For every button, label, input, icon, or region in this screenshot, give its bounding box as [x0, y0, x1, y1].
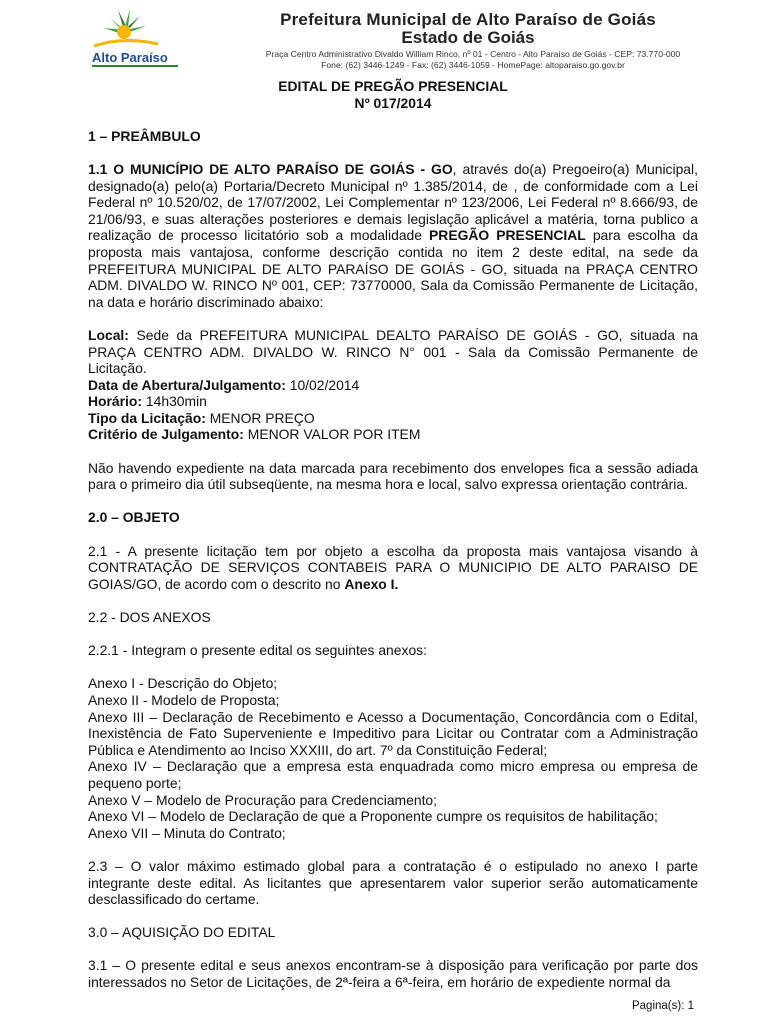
anexos-list [88, 675, 698, 841]
section-2-heading: 2.0 – OBJETO [88, 509, 180, 526]
header-subtitle: Estado de Goiás [401, 28, 535, 47]
no-expediente-paragraph: Não havendo expediente na data marcada para recebimento dos envelopes fica a sessão adiada para o primeiro dia útil subseqüente, na mesma hora e local, salvo expressa orientação contrária. [88, 459, 698, 493]
anexo-item: Anexo V – Modelo de Procuração para Credenciamento; [88, 791, 438, 808]
local-text: Sede da PREFEITURA MUNICIPAL DEALTO PARAÍSO DE GOIÁS - GO, situada na PRAÇA CENTRO ADM. DIVALDO W. RINCO N° 001 - Sala da Comissão Permanente de Licitação. [88, 326, 698, 377]
header-contact: Fone: (62) 3446-1249 - Fax: (62) 3446-1059 - HomePage: altoparaiso.go.gov.br [321, 60, 625, 70]
section-2-2: 2.2 - DOS ANEXOS [88, 609, 211, 625]
header-title: Prefeitura Municipal de Alto Paraíso de Goiás [280, 10, 656, 29]
s11-bold: 1.1 O MUNICÍPIO DE ALTO PARAÍSO DE GOIÁS - GO [88, 160, 453, 177]
local-label: Local: [88, 326, 129, 343]
section-1-heading: 1 – PREÂMBULO [88, 127, 201, 144]
anexo-item: Anexo III – Declaração de Recebimento e Acesso a Documentação, Concordância com o Edital, Inexistência de Fato Superveniente e Impeditivo para Licitar ou Contratar com a Administração Pública e Atendimento ao Inciso XXXIII, do art. 7º da Constituição Federal; [88, 708, 698, 758]
s21-bold: Anexo I. [344, 575, 399, 592]
horario-value: 14h30min [142, 393, 207, 410]
anexo-item: Anexo I - Descrição do Objeto; [88, 675, 278, 692]
s11-text-b: para escolha da proposta mais vantajosa, conforme descrição contida no item 2 deste edital, na sede da PREFEITURA MUNICIPAL DE ALTO PARAÍSO DE GOIÁS - GO, situada na PRAÇA CENTRO ADM. DIVALDO W. RINCO Nº 001, CEP: 73770000, Sala da Comissão Permanente de Licitação, na data e horário discriminado abaixo: [88, 227, 698, 310]
tipo-label: Tipo da Licitação: [88, 409, 206, 426]
abertura-value: 10/02/2014 [285, 376, 360, 393]
svg-text:Alto Paraíso: Alto Paraíso [92, 50, 168, 65]
criterio-value: MENOR VALOR POR ITEM [243, 426, 421, 443]
s11-bold2: PREGÃO PRESENCIAL [429, 227, 586, 244]
criterio-line [88, 426, 698, 443]
abertura-label: Data de Abertura/Julgamento: [88, 376, 286, 393]
page-number: Pagina(s): 1 [631, 1000, 694, 1012]
section-3-heading: 3.0 – AQUISIÇÃO DO EDITAL [88, 924, 276, 941]
document-header [88, 6, 708, 72]
section-3-1: 3.1 – O presente edital e seus anexos encontram-se à disposição para verificação por parte dos interessados no Setor de Licitações, de 2ª-feira a 6ª-feira, em horário de expediente normal da [88, 957, 698, 991]
s21-text: 2.1 - A presente licitação tem por objeto a escolha da proposta mais vantajosa visando à CONTRATAÇÃO DE SERVIÇOS CONTABEIS PARA O MUNICIPIO DE ALTO PARAISO DE GOIAS/GO, de acordo com o descrito no [88, 542, 698, 592]
section-2-3: 2.3 – O valor máximo estimado global para a contratação é o estipulado no anexo I parte integrante deste edital. As licitantes que apresentarem valor superior serão automaticamente desclassificado do certame. [88, 857, 698, 908]
doc-number: Nº 017/2014 [354, 94, 432, 111]
header-address: Praça Centro Administrativo Divaldo William Rinco, nº 01 - Centro - Alto Paraíso de Goiás - CEP: 73.770-000 [265, 49, 681, 59]
tipo-line [88, 410, 698, 427]
abertura-line [88, 377, 698, 394]
municipal-logo [88, 8, 188, 70]
section-1-1 [88, 161, 698, 310]
anexo-item: Anexo VII – Minuta do Contrato; [88, 824, 286, 841]
document-body [88, 78, 698, 991]
tipo-value: MENOR PREÇO [205, 409, 315, 426]
criterio-label: Critério de Julgamento: [88, 426, 244, 443]
s11-text-a: , através do(a) Pregoeiro(a) Municipal, designado(a) pelo(a) Portaria/Decreto Municipal nº 1.385/2014, de , de conformidade com a Lei Federal nº 10.520/02, de 17/07/2002, Lei Complementar nº 123/2006, Lei Federal nº 8.666/93, de 21/06/93, e suas alterações posteriores e demais legislação aplicável a matéria, torna publico a realização de processo licitatório sob a modalidade [88, 160, 698, 244]
anexo-item: Anexo VI – Modelo de Declaração de que a Proponente cumpre os requisitos de habilitação; [88, 808, 658, 825]
horario-label: Horário: [88, 393, 143, 410]
horario-line [88, 393, 698, 410]
anexo-item: Anexo II - Modelo de Proposta; [88, 691, 280, 708]
anexo-item: Anexo IV – Declaração que a empresa esta enquadrada como micro empresa ou empresa de pequeno porte; [88, 758, 698, 791]
section-2-1 [88, 543, 698, 593]
section-2-2-1: 2.2.1 - Integram o presente edital os seguintes anexos: [88, 642, 427, 659]
doc-title: EDITAL DE PREGÃO PRESENCIAL [278, 78, 508, 94]
local-line [88, 327, 698, 377]
